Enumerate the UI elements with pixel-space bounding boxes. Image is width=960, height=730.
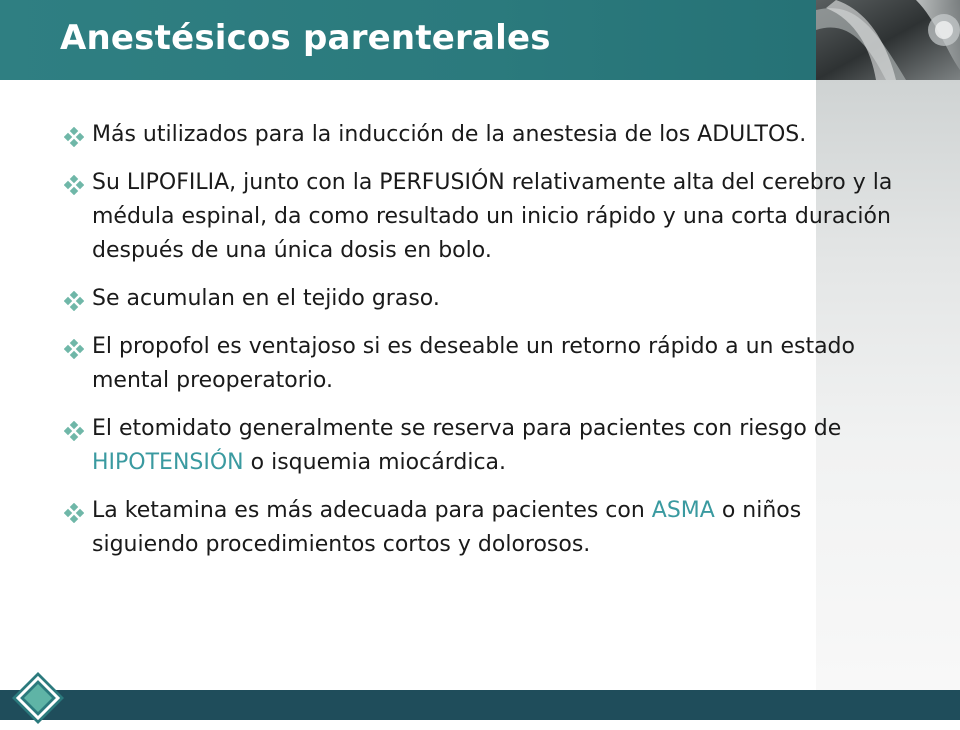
bullet-item [60,494,912,562]
bullet-item [60,330,912,398]
highlighted-term: HIPOTENSIÓN [92,450,244,475]
bullet-text: Se acumulan en el tejido graso. [92,286,440,311]
diamond-bullet-icon [64,172,84,192]
slide-title: Anestésicos parenterales [60,18,551,58]
diamond-bullet-icon [64,288,84,308]
bullet-text: o isquemia miocárdica. [243,450,507,475]
diamond-bullet-icon [64,336,84,356]
bullet-item [60,282,912,316]
bullet-item [60,166,912,268]
bullet-list [60,118,912,576]
diamond-bullet-icon [64,500,84,520]
bullet-item [60,118,912,152]
corner-decorative-graphic [816,0,960,80]
diamond-logo-icon [10,670,66,726]
highlighted-term: ASMA [651,498,715,523]
diamond-bullet-icon [64,418,84,438]
bullet-text: o niños siguiendo procedimientos cortos y dolorosos. [92,498,802,557]
bullet-text: La ketamina es más adecuada para pacientes con [92,498,652,523]
bullet-item [60,412,912,480]
bullet-text: El propofol es ventajoso si es deseable un retorno rápido a un estado mental preoperatorio. [92,334,855,393]
bullet-text: El etomidato generalmente se reserva para pacientes con riesgo de [92,416,842,441]
diamond-bullet-icon [64,124,84,144]
bullet-text: Su LIPOFILIA, junto con la PERFUSIÓN relativamente alta del cerebro y la médula espinal, da como resultado un inicio rápido y una corta duración después de una única dosis en bolo. [92,170,893,263]
footer-bar [0,690,960,720]
bullet-text: Más utilizados para la inducción de la anestesia de los ADULTOS. [92,122,807,147]
